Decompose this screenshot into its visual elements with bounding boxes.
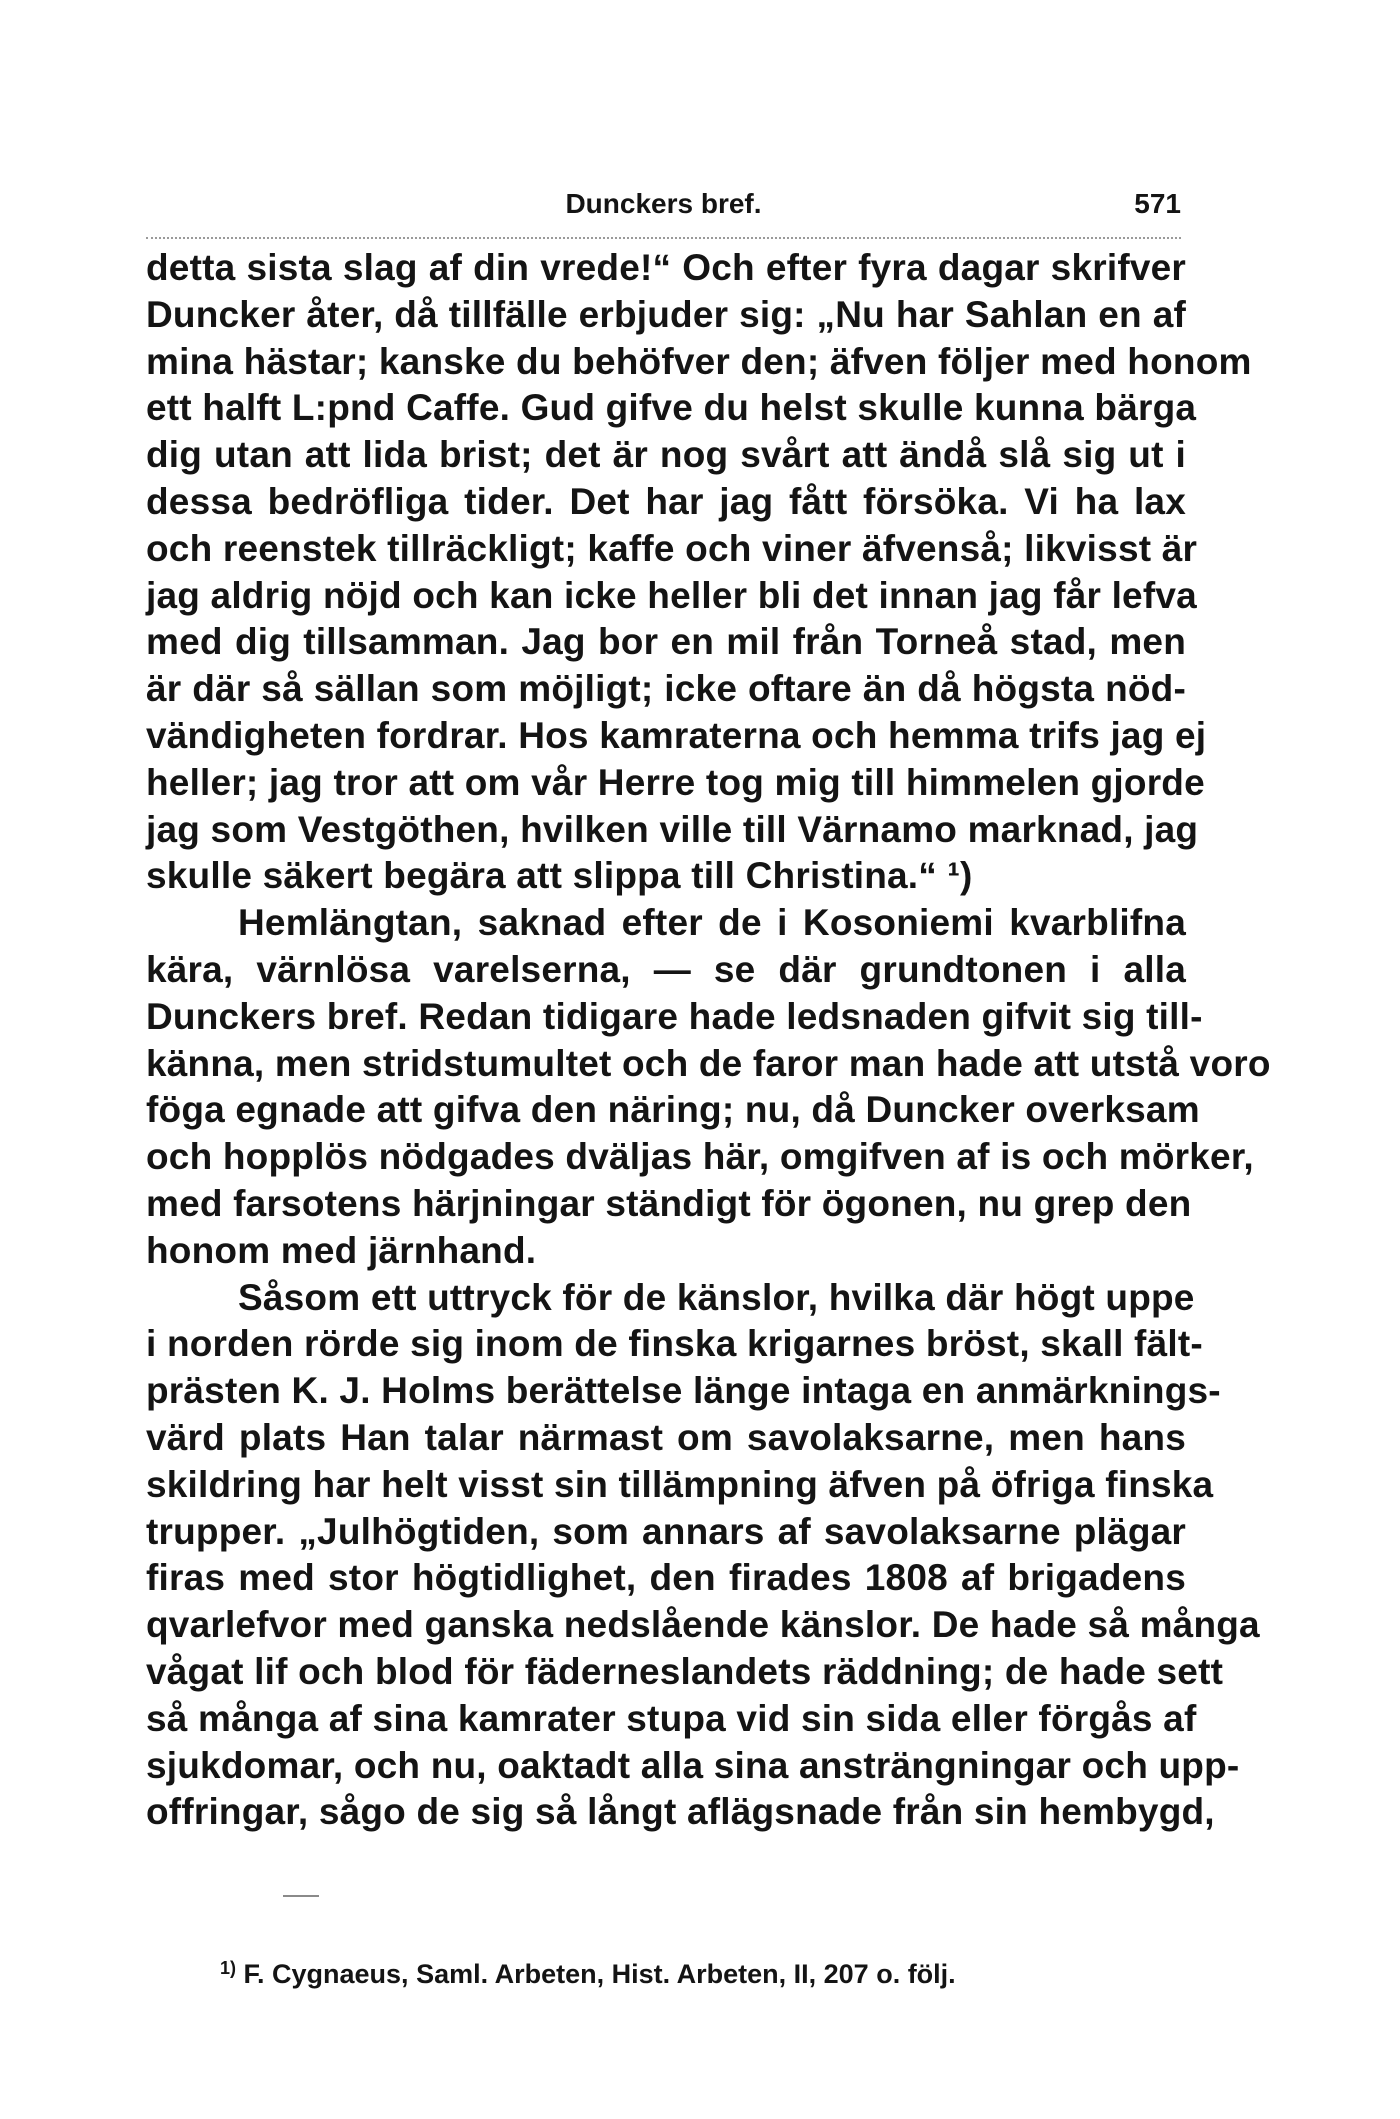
text-line: i norden rörde sig inom de finska krigarnes bröst, skall fält-: [146, 1323, 1203, 1365]
text-line: Såsom ett uttryck för de känslor, hvilka där högt uppe: [238, 1276, 1195, 1318]
running-title: Dunckers bref.: [565, 188, 762, 219]
text-line: jag aldrig nöjd och kan icke heller bli det innan jag får lefva: [146, 574, 1197, 616]
text-line: honom med järnhand.: [146, 1229, 537, 1271]
text-line: firas med stor högtidlighet, den firades 1808 af brigadens: [146, 1557, 1186, 1599]
text-line: är där så sällan som möjligt; icke oftare än då högsta nöd-: [146, 668, 1186, 710]
text-line: med dig tillsamman. Jag bor en mil från Torneå stad, men: [146, 621, 1186, 663]
paragraph-holm-account: [146, 1275, 1260, 1837]
text-line: ett halft L:pnd Caffe. Gud gifve du helst skulle kunna bärga: [146, 387, 1197, 429]
text-line: kära, värnlösa varelserna, — se där grundtonen i alla: [146, 948, 1186, 990]
text-line: Duncker åter, då tillfälle erbjuder sig: „Nu har Sahlan en af: [146, 293, 1186, 335]
paragraph-homesickness: [146, 900, 1271, 1274]
text-line: skulle säkert begära att slippa till Christina.“ ¹): [146, 855, 973, 897]
text-line: qvarlefvor med ganska nedslående känslor. De hade så många: [146, 1604, 1260, 1646]
footnote-divider: [283, 1895, 319, 1897]
page-number: 571: [1134, 188, 1181, 219]
text-line: vändigheten fordrar. Hos kamraterna och hemma trifs jag ej: [146, 714, 1207, 756]
footnote-text: F. Cygnaeus, Saml. Arbeten, Hist. Arbeten, II, 207 o. följ.: [236, 1959, 956, 1989]
text-line: detta sista slag af din vrede!“ Och efter fyra dagar skrifver: [146, 247, 1186, 288]
text-line: känna, men stridstumultet och de faror man hade att utstå voro: [146, 1042, 1271, 1084]
text-line: så många af sina kamrater stupa vid sin sida eller förgås af: [146, 1697, 1197, 1739]
body-text: [146, 245, 1271, 1836]
text-line: sjukdomar, och nu, oaktadt alla sina ansträngningar och upp-: [146, 1744, 1240, 1786]
text-line: värd plats Han talar närmast om savolaksarne, men hans: [146, 1416, 1186, 1458]
footnote-mark: 1): [220, 1958, 237, 1978]
text-line: föga egnade att gifva den näring; nu, då Duncker overksam: [146, 1089, 1200, 1131]
text-line: vågat lif och blod för fäderneslandets räddning; de hade sett: [146, 1650, 1224, 1692]
text-line: med farsotens härjningar ständigt för ögonen, nu grep den: [146, 1182, 1192, 1224]
text-line: jag som Vestgöthen, hvilken ville till Värnamo marknad, jag: [146, 808, 1199, 850]
running-head: [146, 184, 1181, 224]
paragraph-letter-quote: [146, 245, 1252, 900]
text-line: trupper. „Julhögtiden, som annars af savolaksarne plägar: [146, 1510, 1186, 1552]
text-line: dessa bedröfliga tider. Det har jag fått försöka. Vi ha lax: [146, 480, 1186, 522]
footnote: [220, 1948, 1180, 1994]
text-line: och reenstek tillräckligt; kaffe och viner äfvenså; likvisst är: [146, 527, 1198, 569]
text-line: och hopplös nödgades dväljas här, omgifven af is och mörker,: [146, 1136, 1254, 1178]
text-line: offringar, sågo de sig så långt aflägsnade från sin hembygd,: [146, 1791, 1215, 1833]
text-line: prästen K. J. Holms berättelse länge intaga en anmärknings-: [146, 1370, 1221, 1412]
text-line: skildring har helt visst sin tillämpning äfven på öfriga finska: [146, 1463, 1214, 1505]
header-divider: [146, 237, 1181, 239]
text-line: Dunckers bref. Redan tidigare hade ledsnaden gifvit sig till-: [146, 995, 1203, 1037]
text-line: mina hästar; kanske du behöfver den; äfven följer med honom: [146, 340, 1252, 382]
text-line: dig utan att lida brist; det är nog svårt att ändå slå sig ut i: [146, 434, 1186, 476]
text-line: Hemlängtan, saknad efter de i Kosoniemi kvarblifna: [238, 902, 1186, 944]
text-line: heller; jag tror att om vår Herre tog mig till himmelen gjorde: [146, 761, 1205, 803]
